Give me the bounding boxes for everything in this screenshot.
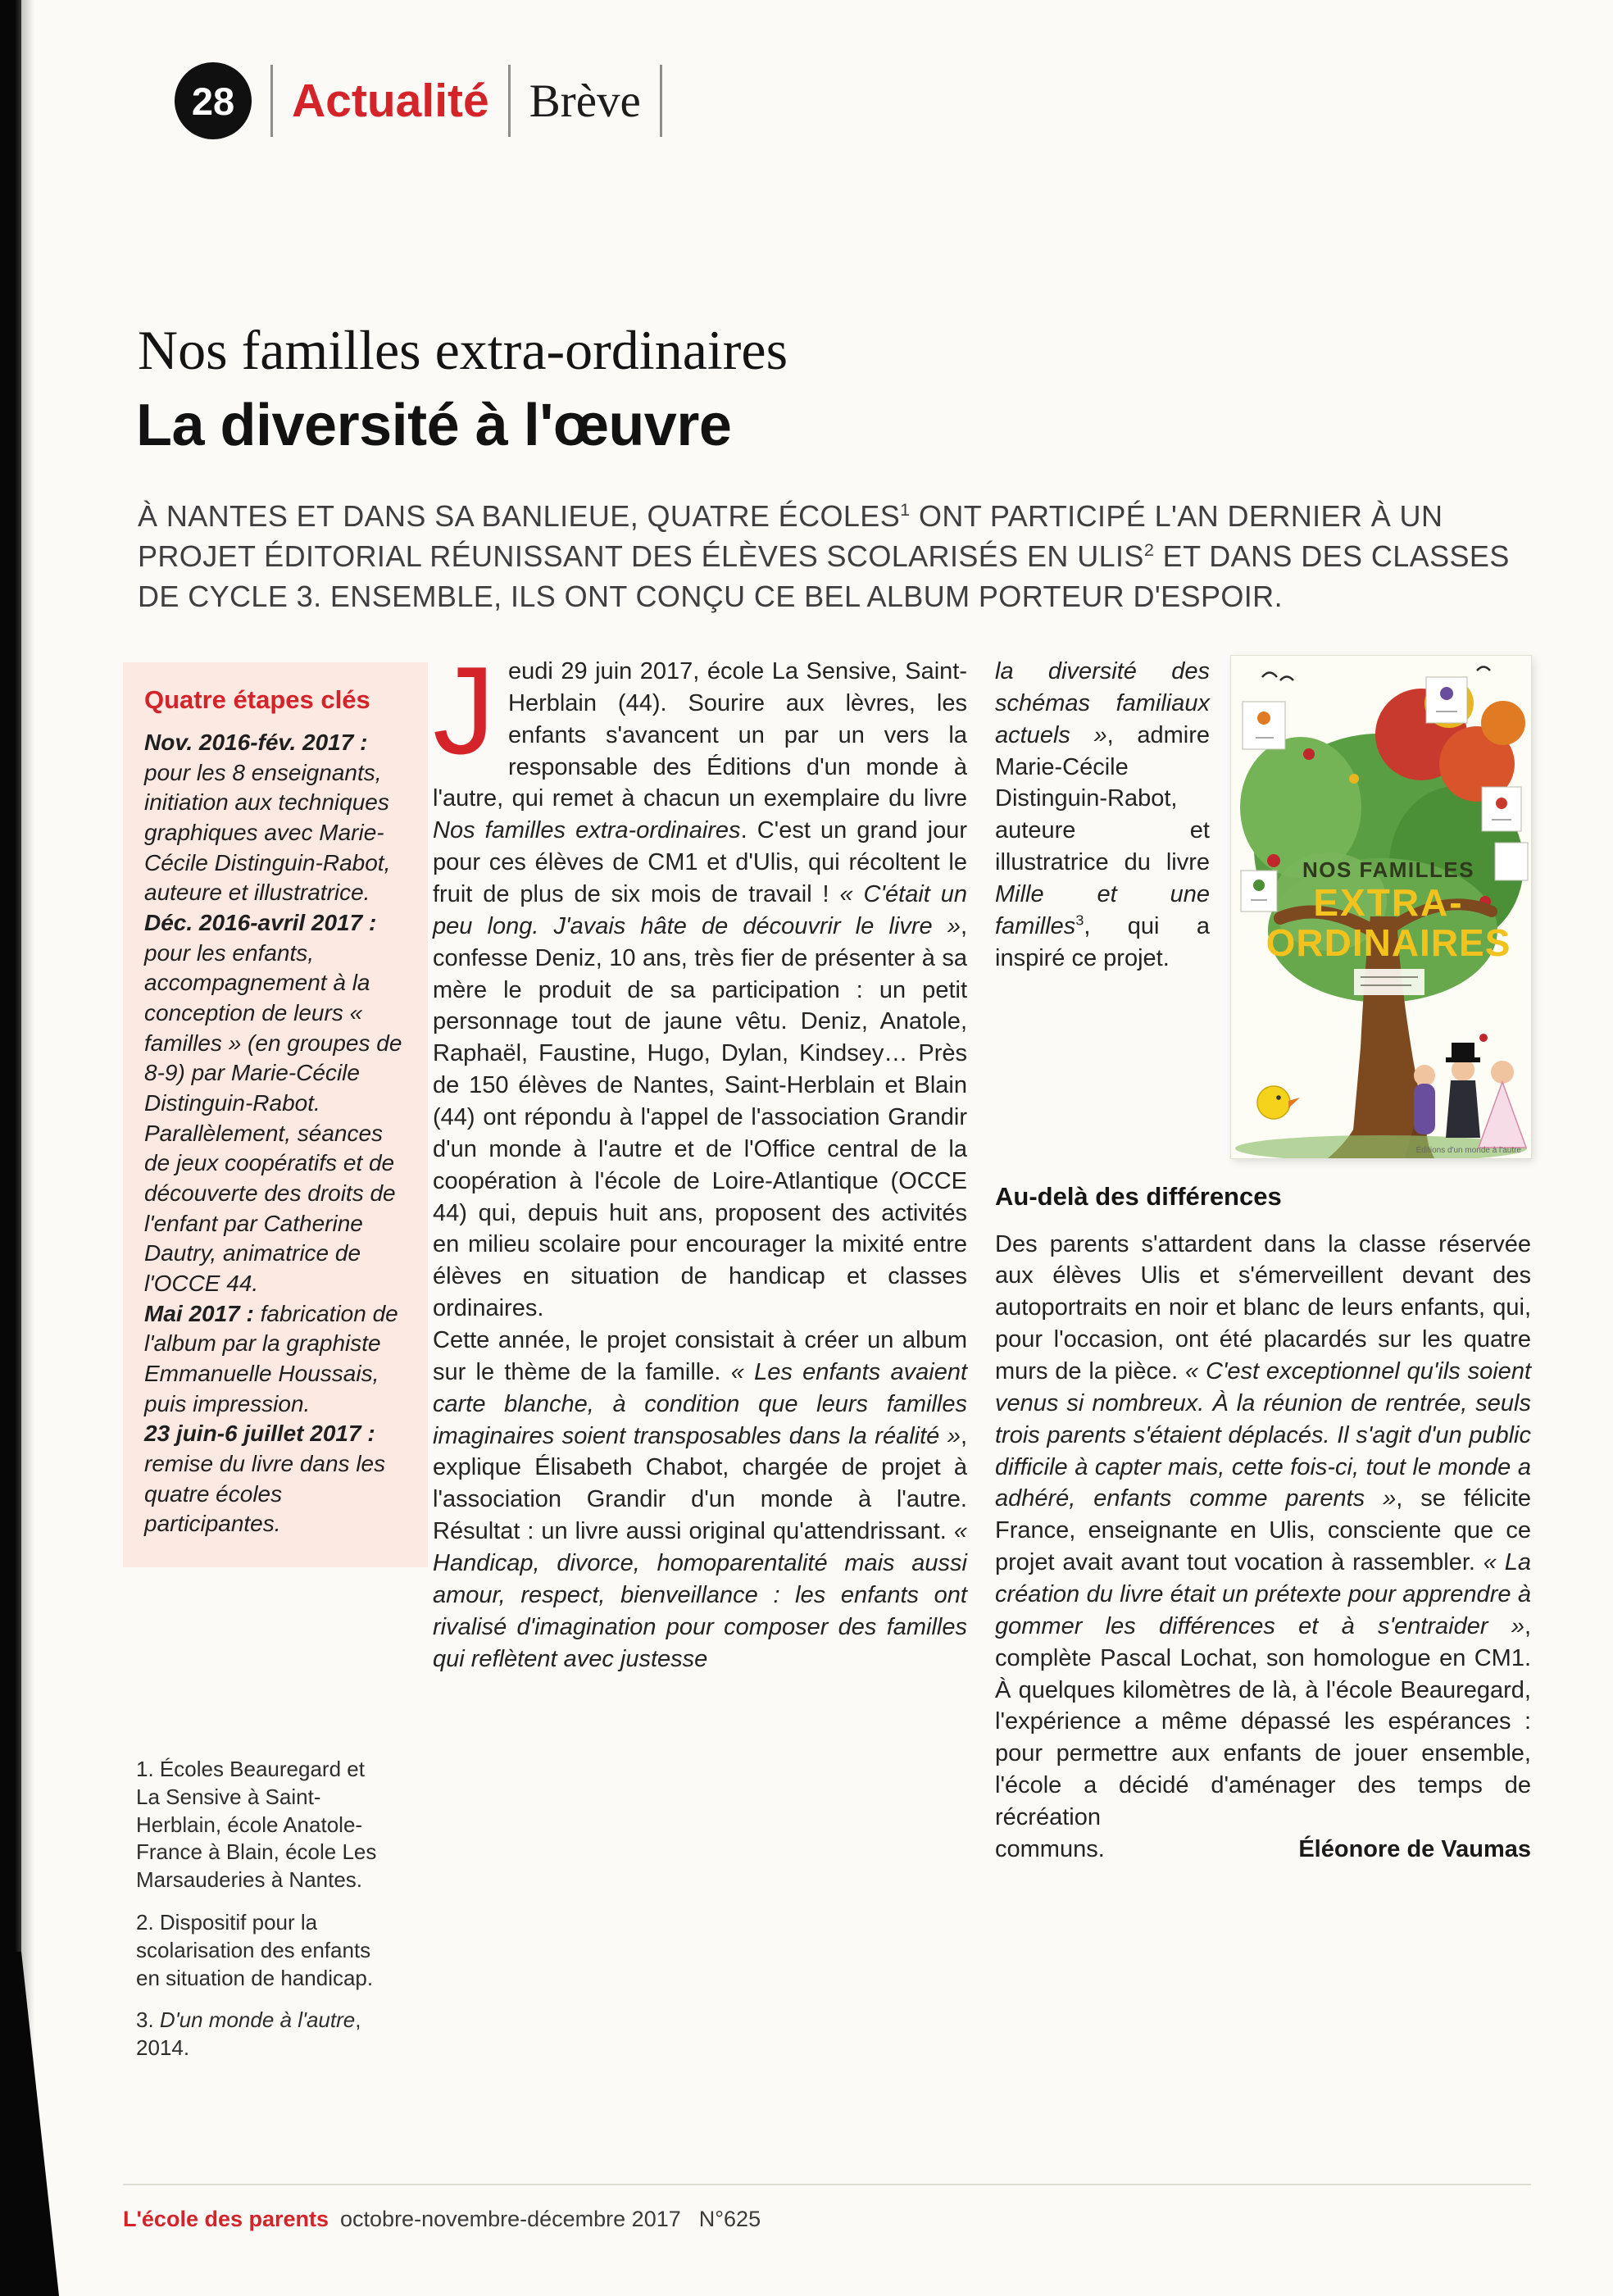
section-label: Actualité [292,75,489,127]
article-body-paragraph [433,641,967,1325]
article-standfirst: À NANTES ET DANS SA BANLIEUE, QUATRE ÉCOLES$^1$ ONT PARTICIPÉ L'AN DERNIER À UN PROJET ÉDITORIAL RÉUNISSANT DES ÉLÈVES SCOLARISÉS EN ULIS$^2$ ET DANS DES CLASSES DE CYCLE 3. ENSEMBLE, ILS ONT CONÇU CE BEL ALBUM PORTEUR D'ESPOIR. [138,499,1510,613]
paragraph-text: eudi 29 juin 2017, école La Sensive, Saint-Herblain (44). Sourire aux lèvres, les enfants s'avancent un par un vers la responsable des Éditions d'un monde à l'autre, qui remet à chacun un exemplaire du livre Nos familles extra-ordinaires. C'est un grand jour pour ces élèves de CM1 et d'Ulis, qui récoltent le fruit de plus de six mois de travail ! « C'était un peu long. J'avais hâte de découvrir le livre », confesse Deniz, 10 ans, très fier de présenter à sa mère le produit de sa participation : un petit personnage tout de jaune vêtu. Deniz, Anatole, Raphaël, Faustine, Hugo, Dylan, Kindsey… Près de 150 élèves de Nantes, Saint-Herblain et Blain (44) ont répondu à l'appel de l'association Grandir d'un monde à l'autre et de l'Office central de la coopération à l'école de Loire-Atlantique (OCCE 44) qui, depuis huit ans, proposent des activités en milieu scolaire pour encourager la mixité entre élèves en situation de handicap et classes ordinaires. [433,658,967,1322]
page-header [175,62,662,139]
key-steps-box [123,662,428,1567]
page-number-badge: 28 [175,62,252,139]
scan-edge-left [0,0,21,2296]
drop-cap: J [433,641,495,780]
scan-edge-fade [21,0,34,2296]
footnotes [136,1756,384,2077]
cover-title-line1: NOS FAMILLES [1302,857,1475,882]
book-cover [1231,656,1531,1158]
header-divider [270,65,273,137]
footnote: 3. D'un monde à l'autre, 2014. [136,2007,361,2061]
page-footer [123,2184,1531,2232]
author-byline: Éléonore de Vaumas [1298,1835,1531,1862]
paragraph-last-word: communs. [995,1835,1105,1862]
key-steps-paragraph: Nov. 2016-fév. 2017 : pour les 8 enseignants, initiation aux techniques graphiques avec Marie-Cécile Distinguin-Rabot, auteure et illustratrice. [144,730,391,906]
footnote: 1. Écoles Beauregard et La Sensive à Saint-Herblain, école Anatole-France à Blain, école Les Marsauderies à Nantes. [136,1757,377,1893]
article-body-paragraph: Cette année, le projet consistait à créer un album sur le thème de la famille. « Les enfants avaient carte blanche, à condition que leurs familles imaginaires soient transposables dans la réalité », explique Élisabeth Chabot, chargée de projet à l'association Grandir d'un monde à l'autre. Résultat : un livre aussi original qu'attendrissant. « Handicap, divorce, homoparentalité mais aussi amour, respect, bienveillance : les enfants ont rivalisé d'imagination pour composer des familles qui reflètent avec justesse [433,1327,968,1672]
header-divider [660,65,662,137]
byline-row [995,1834,1531,1866]
top-hat-icon [1452,1043,1474,1059]
subsection-label: Brève [529,75,641,127]
article-kicker: Nos familles extra-ordinaires [138,319,788,381]
issue-date: octobre-novembre-décembre 2017 [340,2207,681,2231]
cover-title-line3: ORDINAIRES [1265,921,1511,964]
key-steps-paragraph: Mai 2017 : fabrication de l'album par la graphiste Emmanuelle Houssais, puis impression. [144,1300,398,1416]
chick-icon [1257,1086,1290,1119]
key-steps-paragraph: Déc. 2016-avril 2017 : pour les enfants, accompagnement à la conception de leurs « familles » (en groupes de 8-9) par Marie-Cécile Distinguin-Rabot. Parallèlement, séances de jeux coopératifs et de découverte des droits de l'enfant par Catherine Dautry, animatrice de l'OCCE 44. [144,910,402,1297]
header-divider [508,65,511,137]
footnote: 2. Dispositif pour la scolarisation des enfants en situation de handicap. [136,1909,374,1990]
key-steps-paragraph: 23 juin-6 juillet 2017 : remise du livre dans les quatre écoles participantes. [144,1421,386,1537]
magazine-name: L'école des parents [123,2207,329,2231]
article-column-main [433,641,968,1675]
issue-number: N°625 [698,2207,761,2231]
article-body-paragraph: la diversité des schémas familiaux actuels », admire Marie-Cécile Distinguin-Rabot, auteure et illustratrice du livre Mille et une familles$^3$, qui a inspiré ce projet. [995,658,1210,971]
section-heading: Au-delà des différences [995,1182,1282,1211]
cover-title-line2: EXTRA- [1313,881,1464,924]
key-steps-title: Quatre étapes clés [144,685,370,714]
cover-publisher: Éditions d'un monde à l'autre [1415,1146,1521,1155]
article-body-paragraph: Des parents s'attardent dans la classe réservée aux élèves Ulis et s'émerveillent devant des autoportraits en noir et blanc de leurs enfants, qui, pour l'occasion, ont été placardés sur les quatre murs de la pièce. « C'est exceptionnel qu'ils soient venus si nombreux. À la réunion de rentrée, seuls trois parents s'étaient déplacés. Il s'agit d'un public difficile à capter mais, cette fois-ci, tout le monde a adhéré, enfants comme parents », se félicite France, enseignante en Ulis, consciente que ce projet avait avant tout vocation à rassembler. « La création du livre était un prétexte pour apprendre à gommer les différences et à s'entraider », complète Pascal Lochat, son homologue en CM1. À quelques kilomètres de là, à l'école Beauregard, l'expérience a même dépassé les espérances : pour permettre aux enfants de jouer ensemble, l'école a décidé d'aménager des temps de récréation [995,1230,1532,1830]
article-title: La diversité à l'œuvre [136,393,732,458]
book-cover-illustration [1231,656,1531,1158]
article-column-right [995,656,1531,1866]
